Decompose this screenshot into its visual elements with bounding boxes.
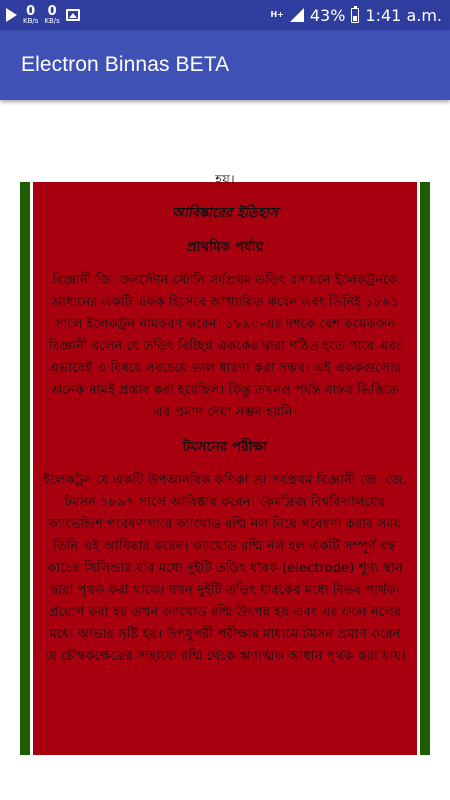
article-top-fragment: হয়। (215, 173, 235, 188)
signal-icon (290, 8, 304, 22)
sub-heading-thomson-experiment: টমসনের পরীক্ষা (182, 439, 268, 455)
battery-icon (351, 8, 359, 23)
network-speed-down (23, 5, 38, 25)
network-speed-down-unit: KB/s (23, 17, 39, 25)
paragraph-thomson-experiment: ইলেকট্রন যে একটি উপআনবিক কণিকা তা সর্বপ্রথম বিজ্ঞানী জে. জে. টমসন ১৮৯৭ সালে আবিষ্কার করেন। কেমব্রিজ বিশ্ববিদ্যালয়ের ক্যাভেন্ডিশ গবেষণাগারে ক্যাথোড রশ্মি নল নিয়ে গবেষণা করার সময় তিনি এই আবিষ্কার করেন। ক্যাথোড রশ্মি নল হল একটি সম্পূর্ণ বদ্ধ কাচের সিলিন্ডার যার মধ্যে দুইটি তড়িৎ ধারক (electrode) শূণ্য স্থান দ্বারা পৃথক করা থাকে। যখন দুইটি তড়িৎ ধারকের মধ্যে বিভব পার্থক্য প্রয়োগ করা হয় তখন ক্যাথোড রশ্মি উৎপন্ন হয় এবং এর ফলে নলের মধ্যে আভার সৃষ্টি হয়। উপর্যুপরী পরীক্ষার মাধ্যমে টমসন প্রমাণ করেন যে চৌম্বকক্ষেত্রের সাহায্যে রশ্মি থেকে ঋণাত্মক আধান পৃথক করা যায়। (43, 473, 407, 664)
network-speed-up-unit: KB/s (44, 17, 60, 25)
network-type: H+ (270, 10, 284, 19)
app-bar (0, 30, 450, 100)
content-frame (20, 173, 430, 755)
paragraph-early-stage: বিজ্ঞানী জি. জনস্টোন স্টোনি সর্বপ্রথম তড়িৎ রসায়নে ইলেকট্রনকে আধানের একটি একক হিসেবে আখ্যায়িত করেন এবং তিনিই ১৮৯১ সালে ইলেকট্রন নামকরণ করেন। ১৮৯০-এর দশকে বেশ কয়েকজন বিজ্ঞানী বলেন যে তড়িৎ বিচ্ছিন্ন এককের দ্বারা গঠিত হতে পারে এবং এভাবেই এ বিষয়ে সবচেয়ে ভাল ধারণা করা সম্ভব। এই এককগুলোর অনেক নামই প্রস্তাব করা হয়েছিল। কিন্তু তখনও পর্যন্ত বাস্তব ভিত্তিতে এর প্রমাণ দেয়া সম্ভব হয়নি। (48, 273, 402, 420)
content-border (30, 173, 420, 755)
network-speed-down-value: 0 (26, 4, 36, 19)
battery-percent: 43% (309, 5, 346, 25)
network-speed-up-value: 0 (47, 4, 57, 19)
sub-heading-early-stage: প্রাথমিক পর্যায় (186, 239, 264, 255)
app-title: Electron Binnas BETA (21, 53, 230, 76)
status-bar-left (6, 0, 80, 30)
section-heading-history: আবিষ্কারের ইতিহাস (172, 205, 278, 221)
play-icon (6, 8, 17, 22)
gallery-icon (66, 9, 80, 21)
status-bar (0, 0, 450, 30)
network-speed-up (44, 5, 59, 25)
clock: 1:41 a.m. (365, 5, 442, 25)
article-scroll-view[interactable] (33, 173, 417, 755)
status-bar-right (270, 0, 442, 30)
